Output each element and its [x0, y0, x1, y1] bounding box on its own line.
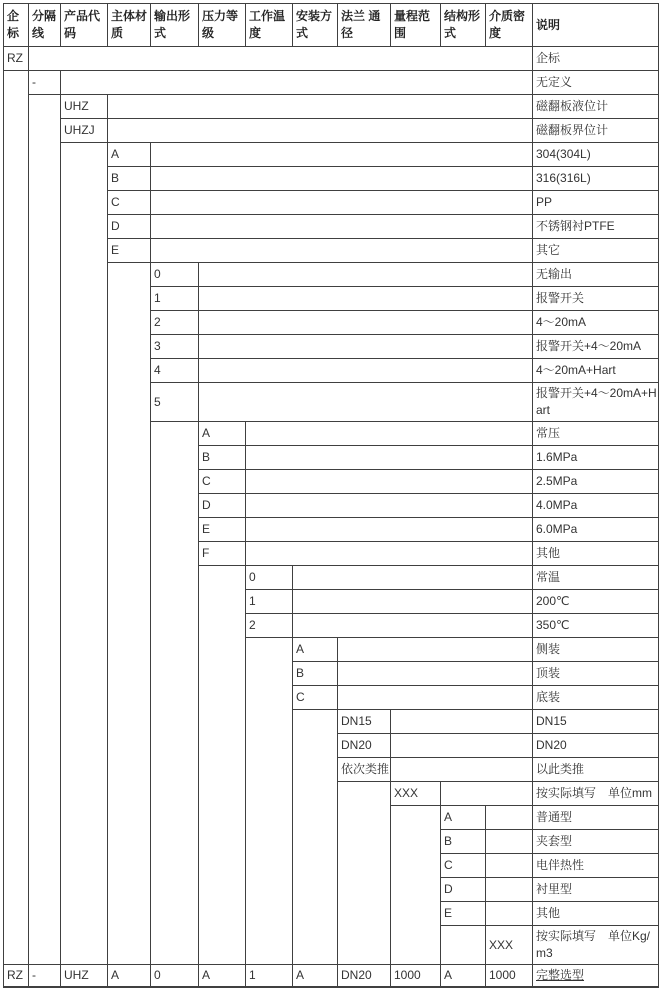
column-header: 输出形式	[151, 4, 199, 47]
table-row	[4, 95, 659, 119]
description-cell: 4～20mA+Hart	[533, 359, 659, 383]
description-cell: 316(316L)	[533, 167, 659, 191]
spacer-cell	[391, 806, 441, 965]
spacer-cell	[61, 143, 108, 965]
code-cell: E	[199, 518, 246, 542]
column-header: 说明	[533, 4, 659, 47]
spacer-cell	[199, 287, 533, 311]
spacer-cell	[293, 590, 533, 614]
code-cell: A	[199, 422, 246, 446]
example-code-cell: UHZ	[61, 965, 108, 988]
code-cell: 0	[246, 566, 293, 590]
description-cell: 顶装	[533, 662, 659, 686]
table-body	[4, 47, 659, 988]
spacer-cell	[199, 383, 533, 422]
code-cell: 4	[151, 359, 199, 383]
code-cell: C	[293, 686, 338, 710]
spacer-cell	[391, 710, 533, 734]
code-cell: B	[108, 167, 151, 191]
spacer-cell	[246, 494, 533, 518]
code-cell: 2	[151, 311, 199, 335]
description-cell: 其它	[533, 239, 659, 263]
code-cell: 5	[151, 383, 199, 422]
example-code-cell: A	[441, 965, 486, 988]
example-code-cell: 0	[151, 965, 199, 988]
description-cell: 350℃	[533, 614, 659, 638]
spacer-cell	[199, 359, 533, 383]
code-cell: B	[293, 662, 338, 686]
description-cell: PP	[533, 191, 659, 215]
spacer-cell	[246, 470, 533, 494]
code-cell: 依次类推	[338, 758, 391, 782]
code-cell: C	[199, 470, 246, 494]
spacer-cell	[486, 878, 533, 902]
description-cell: 200℃	[533, 590, 659, 614]
description-cell: 磁翻板界位计	[533, 119, 659, 143]
code-cell: 1	[151, 287, 199, 311]
example-code-cell: RZ	[4, 965, 29, 988]
column-header: 安装方式	[293, 4, 338, 47]
spacer-cell	[246, 446, 533, 470]
spacer-cell	[199, 263, 533, 287]
table-row	[4, 71, 659, 95]
spacer-cell	[199, 335, 533, 359]
column-header: 分隔线	[29, 4, 61, 47]
code-cell: D	[441, 878, 486, 902]
header-row	[4, 4, 659, 47]
description-cell: 普通型	[533, 806, 659, 830]
description-cell: DN20	[533, 734, 659, 758]
spacer-cell	[246, 542, 533, 566]
table-header	[4, 4, 659, 47]
code-cell: C	[108, 191, 151, 215]
example-code-cell: DN20	[338, 965, 391, 988]
code-cell: 2	[246, 614, 293, 638]
column-header: 压力等级	[199, 4, 246, 47]
description-cell: 磁翻板液位计	[533, 95, 659, 119]
spacer-cell	[441, 926, 486, 965]
example-code-cell: 1	[246, 965, 293, 988]
spacer-cell	[151, 239, 533, 263]
code-cell: RZ	[4, 47, 29, 71]
spacer-cell	[391, 758, 533, 782]
spacer-cell	[293, 614, 533, 638]
description-cell: 报警开关	[533, 287, 659, 311]
code-cell: 0	[151, 263, 199, 287]
code-cell: -	[29, 71, 61, 95]
code-cell: A	[108, 143, 151, 167]
code-cell: DN15	[338, 710, 391, 734]
code-cell: A	[441, 806, 486, 830]
description-cell: 无输出	[533, 263, 659, 287]
description-cell: 衬里型	[533, 878, 659, 902]
spacer-cell	[486, 806, 533, 830]
description-cell: 按实际填写 单位mm	[533, 782, 659, 806]
spacer-cell	[199, 566, 246, 965]
spacer-cell	[199, 311, 533, 335]
column-header: 介质密度	[486, 4, 533, 47]
description-cell: 按实际填写 单位Kg/m3	[533, 926, 659, 965]
spacer-cell	[486, 902, 533, 926]
description-cell: 企标	[533, 47, 659, 71]
code-cell: UHZ	[61, 95, 108, 119]
spacer-cell	[108, 119, 533, 143]
table-row	[4, 119, 659, 143]
spacer-cell	[151, 167, 533, 191]
code-cell: 1	[246, 590, 293, 614]
description-cell: 4～20mA	[533, 311, 659, 335]
spacer-cell	[151, 215, 533, 239]
description-cell: 侧装	[533, 638, 659, 662]
description-cell: 304(304L)	[533, 143, 659, 167]
spacer-cell	[246, 518, 533, 542]
description-cell: 电伴热性	[533, 854, 659, 878]
description-cell: 报警开关+4～20mA	[533, 335, 659, 359]
spacer-cell	[293, 566, 533, 590]
code-cell: B	[199, 446, 246, 470]
description-cell: 6.0MPa	[533, 518, 659, 542]
example-row	[4, 965, 659, 988]
example-code-cell: A	[199, 965, 246, 988]
spacer-cell	[391, 734, 533, 758]
spacer-cell	[293, 710, 338, 965]
example-code-cell: A	[108, 965, 151, 988]
selection-code-table	[3, 3, 659, 988]
spacer-cell	[246, 422, 533, 446]
spacer-cell	[486, 830, 533, 854]
spacer-cell	[246, 638, 293, 965]
description-cell: 其他	[533, 542, 659, 566]
complete-selection-link[interactable]: 完整选型	[536, 968, 585, 982]
spacer-cell	[338, 662, 533, 686]
spacer-cell	[29, 47, 533, 71]
spacer-cell	[151, 191, 533, 215]
spacer-cell	[338, 782, 391, 965]
description-cell: 以此类推	[533, 758, 659, 782]
spacer-cell	[151, 422, 199, 965]
spacer-cell	[338, 638, 533, 662]
table-row	[4, 47, 659, 71]
column-header: 工作温度	[246, 4, 293, 47]
example-code-cell: 1000	[486, 965, 533, 988]
column-header: 产品代码	[61, 4, 108, 47]
code-cell: C	[441, 854, 486, 878]
description-cell: 不锈钢衬PTFE	[533, 215, 659, 239]
description-cell: 其他	[533, 902, 659, 926]
example-code-cell: 1000	[391, 965, 441, 988]
example-code-cell: -	[29, 965, 61, 988]
code-cell: B	[441, 830, 486, 854]
column-header: 法兰 通径	[338, 4, 391, 47]
spacer-cell	[486, 854, 533, 878]
description-cell: 常压	[533, 422, 659, 446]
code-cell: F	[199, 542, 246, 566]
column-header: 量程范围	[391, 4, 441, 47]
code-cell: E	[441, 902, 486, 926]
spacer-cell	[61, 71, 533, 95]
spacer-cell	[108, 263, 151, 965]
code-cell: E	[108, 239, 151, 263]
description-cell: 4.0MPa	[533, 494, 659, 518]
code-cell: DN20	[338, 734, 391, 758]
example-code-cell: A	[293, 965, 338, 988]
description-cell: 常温	[533, 566, 659, 590]
code-cell: UHZJ	[61, 119, 108, 143]
description-cell: 底装	[533, 686, 659, 710]
column-header: 结构形式	[441, 4, 486, 47]
description-cell: 1.6MPa	[533, 446, 659, 470]
spacer-cell	[29, 95, 61, 965]
code-cell: XXX	[391, 782, 441, 806]
code-cell: 3	[151, 335, 199, 359]
example-description-cell	[533, 965, 659, 988]
code-cell: D	[199, 494, 246, 518]
spacer-cell	[441, 782, 533, 806]
spacer-cell	[338, 686, 533, 710]
code-cell: D	[108, 215, 151, 239]
column-header: 主体材质	[108, 4, 151, 47]
spacer-cell	[108, 95, 533, 119]
description-cell: 报警开关+4～20mA+Hart	[533, 383, 659, 422]
spacer-cell	[4, 71, 29, 965]
code-cell: A	[293, 638, 338, 662]
description-cell: 2.5MPa	[533, 470, 659, 494]
table-row	[4, 143, 659, 167]
description-cell: 夹套型	[533, 830, 659, 854]
description-cell: 无定义	[533, 71, 659, 95]
description-cell: DN15	[533, 710, 659, 734]
spacer-cell	[151, 143, 533, 167]
column-header: 企标	[4, 4, 29, 47]
code-cell: XXX	[486, 926, 533, 965]
